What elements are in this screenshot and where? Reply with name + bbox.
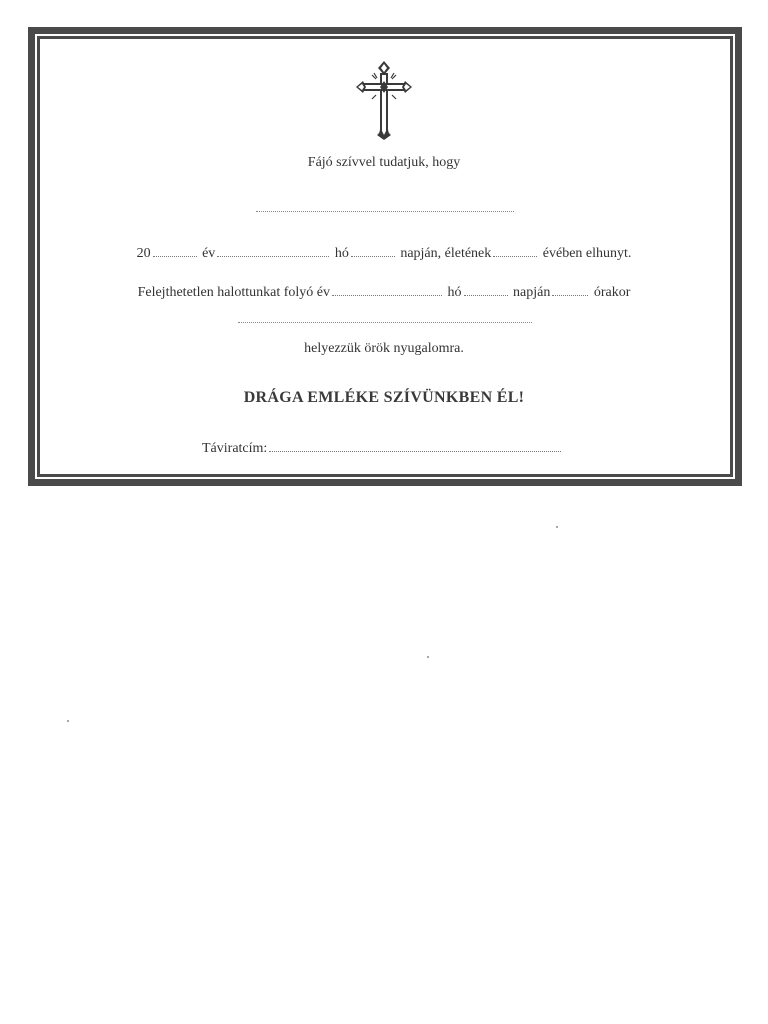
ev-label: év (202, 246, 216, 261)
funeral-day-field[interactable] (464, 285, 508, 296)
funeral-ho-label: hó (447, 285, 462, 300)
year-prefix: 20 (136, 246, 151, 261)
place-dotted-line[interactable] (238, 322, 532, 323)
ornate-cross-icon (354, 59, 414, 141)
telegram-line (202, 441, 563, 457)
year-field[interactable] (153, 246, 197, 257)
intro-text: Fájó szívvel tudatjuk, hogy (307, 155, 461, 170)
funeral-napjan-label: napján (513, 285, 551, 300)
elhunyt-label: évében elhunyt. (542, 246, 632, 261)
telegram-label: Táviratcím: (202, 441, 268, 456)
rest-text: helyezzük örök nyugalomra. (304, 341, 464, 356)
funeral-line (0, 285, 768, 301)
ho-label: hó (334, 246, 349, 261)
napjan-eletenek-label: napján, életének (400, 246, 492, 261)
age-field[interactable] (493, 246, 537, 257)
paper-speck (556, 526, 558, 528)
paper-speck (67, 720, 69, 722)
motto-heading: DRÁGA EMLÉKE SZÍVÜNKBEN ÉL! (243, 389, 525, 406)
month-field[interactable] (217, 246, 329, 257)
funeral-hour-field[interactable] (552, 285, 588, 296)
orakor-label: órakor (593, 285, 631, 300)
paper-speck (427, 656, 429, 658)
funeral-month-field[interactable] (332, 285, 442, 296)
day-field[interactable] (351, 246, 395, 257)
name-dotted-line[interactable] (256, 211, 514, 212)
funeral-intro-label: Felejthetetlen halottunkat folyó év (137, 285, 331, 300)
death-date-line (0, 246, 768, 262)
telegram-field[interactable] (269, 441, 561, 452)
